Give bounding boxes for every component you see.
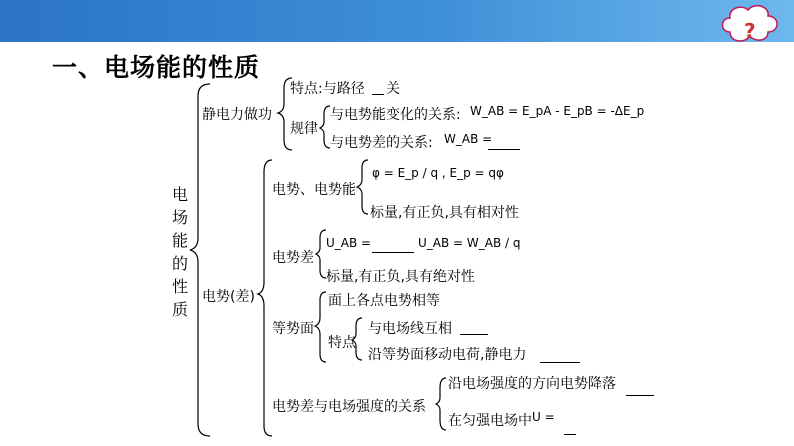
- equi-feature-label: 特点: [328, 335, 356, 351]
- diff-note: 标量,有正负,具有绝对性: [326, 269, 475, 285]
- work-feature: 特点:与路径: [290, 81, 365, 97]
- work-rule1: 与电势能变化的关系:: [330, 107, 461, 123]
- relation-item-2: 在匀强电场中: [448, 413, 532, 429]
- vertical-topic-label: [170, 183, 190, 321]
- work-rule-label: 规律: [290, 121, 318, 137]
- blank-line: [626, 395, 654, 396]
- question-bubble-icon: [718, 2, 782, 48]
- work-feature-tail: 关: [386, 81, 400, 97]
- brace-main: [190, 84, 210, 436]
- relation-item-1: 沿电场强度的方向电势降落: [448, 376, 616, 392]
- work-heading: 静电力做功: [202, 107, 272, 123]
- diff-equation-1: U_AB =: [326, 236, 372, 250]
- vertical-char: 性: [171, 277, 188, 296]
- phi-equation: φ = E_p / q , E_p = qφ: [372, 166, 504, 180]
- blank-line: [564, 434, 576, 435]
- equi-item-3: 沿等势面移动电荷,静电力: [368, 347, 527, 363]
- brace-potential: [258, 160, 272, 436]
- diff-equation-2: U_AB = W_AB / q: [418, 236, 521, 250]
- relation-equation: U =: [532, 410, 555, 424]
- phi-heading: 电势、电势能: [272, 182, 356, 198]
- svg-text:?: ?: [744, 19, 756, 43]
- diff-heading: 电势差: [272, 250, 314, 266]
- blank-line: [372, 94, 384, 95]
- phi-note: 标量,有正负,具有相对性: [370, 205, 519, 221]
- equi-item-1: 面上各点电势相等: [328, 293, 440, 309]
- vertical-char: 场: [171, 208, 188, 227]
- equi-heading: 等势面: [272, 321, 314, 337]
- vertical-char: 的: [171, 254, 188, 273]
- brace-phi: [357, 160, 368, 214]
- header-bar: [0, 0, 794, 42]
- blank-line: [540, 362, 580, 363]
- page-title: 一、电场能的性质: [52, 53, 261, 82]
- work-rule2: 与电势差的关系:: [330, 135, 433, 151]
- vertical-char: 电: [171, 185, 188, 204]
- work-rule2-equation: W_AB =: [444, 132, 493, 146]
- blank-line: [460, 334, 488, 335]
- blank-line: [488, 149, 520, 150]
- potential-heading: 电势(差): [202, 289, 255, 305]
- vertical-char: 能: [171, 231, 188, 250]
- brace-diff: [316, 230, 326, 278]
- equi-item-2: 与电场线互相: [368, 321, 452, 337]
- work-rule1-equation: W_AB = E_pA - E_pB = -ΔE_p: [470, 104, 645, 118]
- brace-equi: [315, 292, 326, 362]
- relation-heading: 电势差与电场强度的关系: [272, 399, 426, 415]
- brace-relation: [436, 378, 446, 430]
- brace-rule: [320, 106, 330, 148]
- vertical-char: 质: [171, 300, 188, 319]
- blank-line: [372, 252, 414, 253]
